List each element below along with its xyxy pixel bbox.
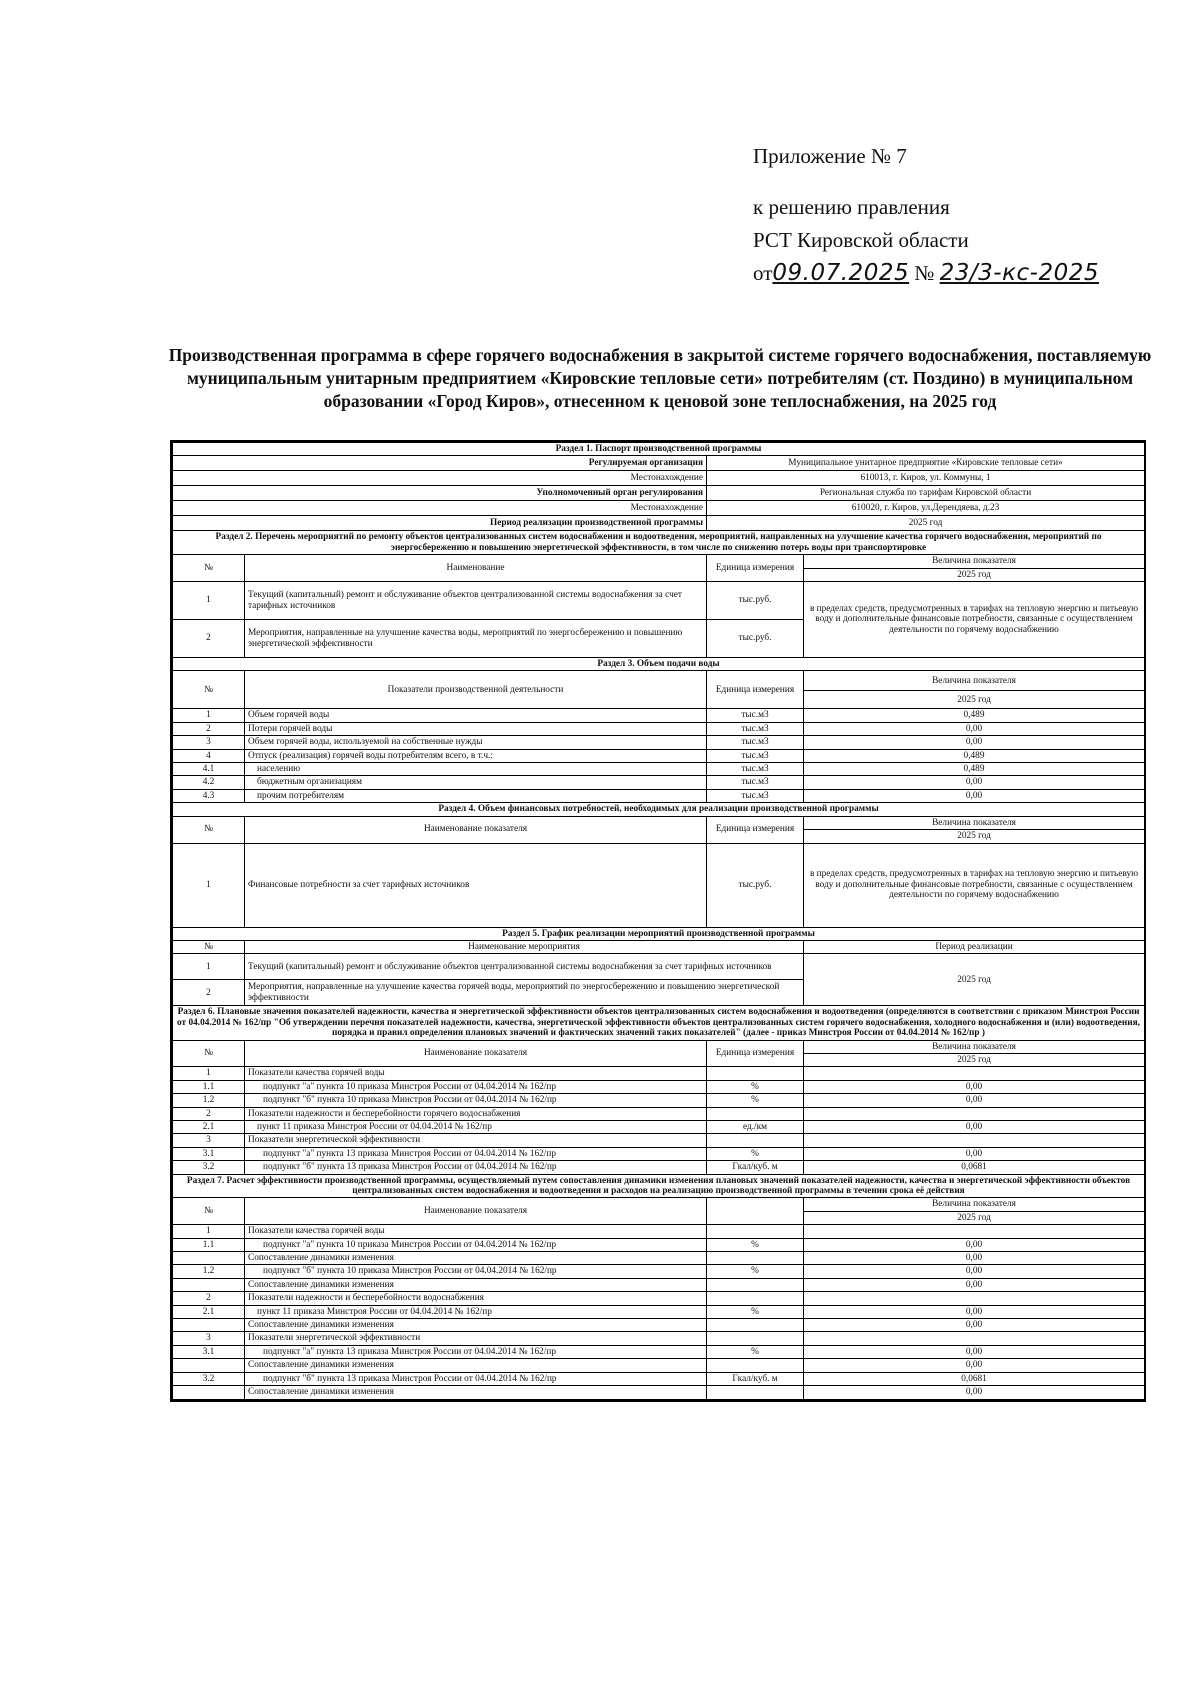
table-cell: тыс.м3 (707, 789, 804, 802)
appendix-label: Приложение № 7 (753, 144, 907, 168)
table-row (173, 843, 1145, 927)
table-cell: 2.1 (173, 1120, 245, 1133)
table-cell: Показатели производственной деятельности (245, 671, 707, 709)
table-cell: 0,489 (804, 763, 1145, 776)
table-cell: 2025 год (804, 1211, 1145, 1224)
table-row (173, 1292, 1145, 1305)
table-cell: 4.2 (173, 776, 245, 789)
table-cell: 1.2 (173, 1265, 245, 1278)
header-row (173, 1040, 1145, 1053)
handwritten-number: 23/3-кс-2025 (939, 260, 1099, 286)
table-cell: Показатели качества горячей воды (245, 1225, 707, 1238)
section-3-title: Раздел 3. Объем подачи воды (173, 658, 1145, 671)
table-cell: 2025 год (804, 1053, 1145, 1066)
passport-row (173, 516, 1145, 531)
table-row (173, 1265, 1145, 1278)
table-cell: Показатели надежности и бесперебойности горячего водоснабжения (245, 1107, 707, 1120)
table-cell: № (173, 555, 245, 582)
table-cell: 0,00 (804, 789, 1145, 802)
table-cell: подпункт "а" пункта 13 приказа Минстроя России от 04.04.2014 № 162/пр (245, 1147, 707, 1160)
table-cell: 0,00 (804, 1278, 1145, 1291)
table-cell: 0,489 (804, 709, 1145, 722)
table-cell: 0,00 (804, 776, 1145, 789)
table-cell (173, 1278, 245, 1291)
table-cell: Гкал/куб. м (707, 1161, 804, 1174)
table-cell: 4 (173, 749, 245, 762)
table-cell: Сопоставление динамики изменения (245, 1359, 707, 1372)
table-cell: Объем горячей воды, используемой на собственные нужды (245, 736, 707, 749)
table-cell: 3 (173, 1332, 245, 1345)
table-cell: 0,489 (804, 749, 1145, 762)
header-row (173, 816, 1145, 829)
table-cell: тыс.м3 (707, 709, 804, 722)
table-cell: 2 (173, 722, 245, 735)
table-cell: Мероприятия, направленные на улучшение качества воды, мероприятий по энергосбережению и повышению энергетической эффективности (245, 620, 707, 658)
table-cell: пункт 11 приказа Минстроя России от 04.04.2014 № 162/пр (245, 1120, 707, 1133)
section-title-row (173, 531, 1145, 555)
table-cell: подпункт "а" пункта 13 приказа Минстроя России от 04.04.2014 № 162/пр (245, 1345, 707, 1358)
table-cell: 0,00 (804, 1147, 1145, 1160)
section-title-row (173, 1006, 1145, 1040)
section-title-row (173, 803, 1145, 816)
table-cell: 1 (173, 1225, 245, 1238)
page-title: Производственная программа в сфере горячего водоснабжения в закрытой системе горячего водоснабжения, поставляемую муниципальным унитарным предприятием «Кировские тепловые сети» потребителям (ст. Поздино) в муниципальном образовании «Город Киров», отнесенном к ценовой зоне теплоснабжения, на 2025 год (168, 345, 1152, 411)
section-7-title: Раздел 7. Расчет эффективности производственной программы, осуществляемый путем сопоставления динамики изменения плановых значений показателей надежности, качества и энергетической эффективности объектов централизованных систем водоснабжения и водоотведения и расходов на реализацию производственной программы в течении срока её действия (173, 1174, 1145, 1198)
document-header (753, 140, 1099, 290)
table-row (173, 1225, 1145, 1238)
program-table (170, 440, 1146, 1402)
table-cell: Единица измерения (707, 816, 804, 843)
table-cell: Отпуск (реализация) горячей воды потребителям всего, в т.ч.: (245, 749, 707, 762)
table-row (173, 789, 1145, 802)
table-cell: тыс.руб. (707, 582, 804, 620)
table-cell: Текущий (капитальный) ремонт и обслуживание объектов централизованной системы водоснабжения за счет тарифных источников (245, 954, 804, 980)
section-1-title: Раздел 1. Паспорт производственной программы (173, 443, 1145, 456)
table-cell: Единица измерения (707, 1040, 804, 1067)
table-cell: 2025 год (804, 830, 1145, 843)
passport-value: 610013, г. Киров, ул. Коммуны, 1 (707, 471, 1145, 486)
table-cell: 0,00 (804, 1265, 1145, 1278)
passport-value: Региональная служба по тарифам Кировской области (707, 486, 1145, 501)
table-row (173, 582, 1145, 620)
table-cell (707, 1386, 804, 1399)
table-cell: Величина показателя (804, 555, 1145, 568)
table-cell: Сопоставление динамики изменения (245, 1319, 707, 1332)
table-cell: 0,00 (804, 1319, 1145, 1332)
table-cell: Величина показателя (804, 816, 1145, 829)
table-cell (707, 1134, 804, 1147)
header-row (173, 1198, 1145, 1211)
period-cell: 2025 год (804, 954, 1145, 1006)
header-row (173, 555, 1145, 568)
table-cell: тыс.руб. (707, 843, 804, 927)
table-cell (707, 1319, 804, 1332)
table-cell (173, 1252, 245, 1265)
section-4-title: Раздел 4. Объем финансовых потребностей, необходимых для реализации производственной программы (173, 803, 1145, 816)
table-cell: 4.1 (173, 763, 245, 776)
table-cell: % (707, 1094, 804, 1107)
table-cell: Сопоставление динамики изменения (245, 1252, 707, 1265)
table-cell: 3.2 (173, 1161, 245, 1174)
passport-label: Местонахождение (173, 501, 707, 516)
table-row (173, 1134, 1145, 1147)
table-cell: 0,00 (804, 736, 1145, 749)
table-cell: 3.2 (173, 1372, 245, 1385)
table-cell: тыс.м3 (707, 749, 804, 762)
table-cell: 2 (173, 1292, 245, 1305)
table-cell (804, 1134, 1145, 1147)
table-cell: 1 (173, 582, 245, 620)
table-cell: % (707, 1147, 804, 1160)
table-cell: № (173, 1198, 245, 1225)
table-row (173, 1345, 1145, 1358)
table-cell: 1.1 (173, 1238, 245, 1251)
table-cell (707, 1067, 804, 1080)
table-cell: населению (245, 763, 707, 776)
table-cell: 0,00 (804, 1080, 1145, 1093)
table-cell: % (707, 1305, 804, 1318)
table-cell: Единица измерения (707, 555, 804, 582)
table-cell: 2 (173, 980, 245, 1006)
merged-value-cell: в пределах средств, предусмотренных в тарифах на тепловую энергию и питьевую воду и дополнительные финансовые потребности, связанные с осуществлением деятельности по горячему водоснабжению (804, 582, 1145, 658)
table-cell: № (173, 940, 245, 953)
table-cell: Показатели энергетической эффективности (245, 1134, 707, 1147)
table-cell: Финансовые потребности за счет тарифных источников (245, 843, 707, 927)
table-row (173, 722, 1145, 735)
table-cell: Наименование показателя (245, 1040, 707, 1067)
table-cell: % (707, 1265, 804, 1278)
table-cell (707, 1252, 804, 1265)
table-cell: 1 (173, 1067, 245, 1080)
table-cell: 1 (173, 843, 245, 927)
header-row (173, 940, 1145, 953)
table-cell: % (707, 1238, 804, 1251)
header-row (173, 671, 1145, 691)
section-2-title: Раздел 2. Перечень мероприятий по ремонту объектов централизованных систем водоснабжения и водоотведения, мероприятий, направленных на улучшение качества горячего водоснабжения, мероприятий по энергосбережению и повышению энергетической эффективности, в том числе по снижению потерь воды при транспортировке (173, 531, 1145, 555)
table-row (173, 1386, 1145, 1399)
table-cell: 2025 год (804, 568, 1145, 581)
table-row (173, 749, 1145, 762)
table-cell: 0,00 (804, 1359, 1145, 1372)
table-cell: Мероприятия, направленные на улучшение качества горячей воды, мероприятий по энергосбережению и повышению энергетической эффективности (245, 980, 804, 1006)
table-row (173, 1067, 1145, 1080)
table-cell (707, 1278, 804, 1291)
table-cell: Наименование показателя (245, 816, 707, 843)
table-row (173, 1147, 1145, 1160)
table-cell: подпункт "б" пункта 13 приказа Минстроя России от 04.04.2014 № 162/пр (245, 1161, 707, 1174)
table-row (173, 1305, 1145, 1318)
table-cell: 1 (173, 954, 245, 980)
table-cell (707, 1198, 804, 1225)
table-row (173, 1107, 1145, 1120)
table-row (173, 1161, 1145, 1174)
passport-label: Местонахождение (173, 471, 707, 486)
passport-value: Муниципальное унитарное предприятие «Кировские тепловые сети» (707, 456, 1145, 471)
table-cell (707, 1107, 804, 1120)
table-cell: подпункт "а" пункта 10 приказа Минстроя России от 04.04.2014 № 162/пр (245, 1080, 707, 1093)
table-cell: 4.3 (173, 789, 245, 802)
table-cell (707, 1292, 804, 1305)
table-cell: 0,00 (804, 1386, 1145, 1399)
passport-value: 2025 год (707, 516, 1145, 531)
table-cell: 0,00 (804, 1345, 1145, 1358)
section-title-row (173, 658, 1145, 671)
section-5-title: Раздел 5. График реализации мероприятий производственной программы (173, 927, 1145, 940)
table-cell: 2 (173, 620, 245, 658)
table-cell: 3 (173, 736, 245, 749)
passport-row (173, 486, 1145, 501)
table-cell: 1 (173, 709, 245, 722)
table-cell: № (173, 671, 245, 709)
table-cell: 3 (173, 1134, 245, 1147)
table-cell: в пределах средств, предусмотренных в тарифах на тепловую энергию и питьевую воду и дополнительные финансовые потребности, связанные с осуществлением деятельности по горячему водоснабжению (804, 843, 1145, 927)
table-cell: ед./км (707, 1120, 804, 1133)
table-cell (707, 1359, 804, 1372)
table-cell: 2.1 (173, 1305, 245, 1318)
table-cell (804, 1292, 1145, 1305)
table-cell (804, 1332, 1145, 1345)
table-row (173, 1332, 1145, 1345)
table-row (173, 1252, 1145, 1265)
table-cell: подпункт "б" пункта 10 приказа Минстроя России от 04.04.2014 № 162/пр (245, 1094, 707, 1107)
table-row (173, 763, 1145, 776)
table-cell: Наименование мероприятия (245, 940, 804, 953)
table-cell: % (707, 1080, 804, 1093)
table-row (173, 1238, 1145, 1251)
table-cell: Потери горячей воды (245, 722, 707, 735)
table-cell: Показатели качества горячей воды (245, 1067, 707, 1080)
table-row (173, 1372, 1145, 1385)
table-cell: 0,00 (804, 1120, 1145, 1133)
table-cell: Период реализации (804, 940, 1145, 953)
table-row (173, 1080, 1145, 1093)
table-cell (173, 1386, 245, 1399)
table-cell: Наименование (245, 555, 707, 582)
table-cell: тыс.м3 (707, 736, 804, 749)
passport-value: 610020, г. Киров, ул.Дерендяева, д.23 (707, 501, 1145, 516)
table-row (173, 1278, 1145, 1291)
table-row (173, 1094, 1145, 1107)
passport-row (173, 471, 1145, 486)
table-row (173, 1319, 1145, 1332)
table-cell: 1.1 (173, 1080, 245, 1093)
table-cell (804, 1067, 1145, 1080)
passport-label: Уполномоченный орган регулирования (173, 486, 707, 501)
table-cell: прочим потребителям (245, 789, 707, 802)
table-row (173, 709, 1145, 722)
table-cell: 3.1 (173, 1147, 245, 1160)
table-cell: Величина показателя (804, 1040, 1145, 1053)
table-cell: 0,00 (804, 722, 1145, 735)
table-cell: 2 (173, 1107, 245, 1120)
table-cell: Сопоставление динамики изменения (245, 1386, 707, 1399)
table-cell: Текущий (капитальный) ремонт и обслуживание объектов централизованной системы водоснабжения за счет тарифных источников (245, 582, 707, 620)
passport-row (173, 456, 1145, 471)
table-cell: тыс.м3 (707, 763, 804, 776)
table-cell: подпункт "б" пункта 10 приказа Минстроя России от 04.04.2014 № 162/пр (245, 1265, 707, 1278)
table-cell: 3.1 (173, 1345, 245, 1358)
table-row (173, 954, 1145, 980)
table-cell: Величина показателя (804, 1198, 1145, 1211)
table-cell: подпункт "б" пункта 13 приказа Минстроя России от 04.04.2014 № 162/пр (245, 1372, 707, 1385)
table-cell: тыс.м3 (707, 776, 804, 789)
table-cell: Единица измерения (707, 671, 804, 709)
table-cell: Наименование показателя (245, 1198, 707, 1225)
table-cell (173, 1319, 245, 1332)
table-cell: пункт 11 приказа Минстроя России от 04.04.2014 № 162/пр (245, 1305, 707, 1318)
table-cell (173, 1359, 245, 1372)
table-row (173, 776, 1145, 789)
table-cell: Показатели надежности и бесперебойности водоснабжения (245, 1292, 707, 1305)
decision-line: к решению правления (753, 195, 950, 219)
table-cell: 2025 год (804, 691, 1145, 709)
passport-label: Период реализации производственной программы (173, 516, 707, 531)
section-6-title: Раздел 6. Плановые значения показателей надежности, качества и энергетической эффективности объектов централизованных систем водоснабжения и водоотведения (определяются в соответствии с приказом Минстроя России от 04.04.2014 № 162/пр "Об утверждении перечня показателей надежности, качества, энергетической эффективности объектов централизованных систем горячего водоснабжения, холодного водоснабжения и (или) водоотведения, порядка и правил определения плановых значений и фактических значений таких показателей" (далее - приказ Минстроя России от 04.04.2014 № 162/пр ) (173, 1006, 1145, 1040)
table-cell: Объем горячей воды (245, 709, 707, 722)
authority-line: РСТ Кировской области (753, 228, 969, 252)
table-row (173, 1120, 1145, 1133)
passport-row (173, 501, 1145, 516)
table-cell (707, 1332, 804, 1345)
section-title-row (173, 927, 1145, 940)
table-cell: 0,00 (804, 1094, 1145, 1107)
passport-label: Регулируемая организация (173, 456, 707, 471)
table-row (173, 736, 1145, 749)
table-cell: бюджетным организациям (245, 776, 707, 789)
table-cell: 0,00 (804, 1238, 1145, 1251)
table-row (173, 1359, 1145, 1372)
table-cell: Сопоставление динамики изменения (245, 1278, 707, 1291)
table-cell: Величина показателя (804, 671, 1145, 691)
handwritten-date: 09.07.2025 (772, 260, 910, 286)
section-title-row (173, 443, 1145, 456)
table-cell: 0,00 (804, 1252, 1145, 1265)
table-cell: тыс.м3 (707, 722, 804, 735)
table-cell: подпункт "а" пункта 10 приказа Минстроя России от 04.04.2014 № 162/пр (245, 1238, 707, 1251)
table-cell: 1.2 (173, 1094, 245, 1107)
table-cell (707, 1225, 804, 1238)
table-cell: % (707, 1345, 804, 1358)
section-title-row (173, 1174, 1145, 1198)
date-number-line: от09.07.2025 № 23/3-кс-2025 (753, 260, 1099, 286)
table-cell: тыс.руб. (707, 620, 804, 658)
table-cell: Показатели энергетической эффективности (245, 1332, 707, 1345)
table-cell: 0,0681 (804, 1161, 1145, 1174)
table-cell: № (173, 1040, 245, 1067)
table-cell (804, 1107, 1145, 1120)
table-cell: 0,0681 (804, 1372, 1145, 1385)
table-cell (804, 1225, 1145, 1238)
table-cell: 0,00 (804, 1305, 1145, 1318)
table-cell: Гкал/куб. м (707, 1372, 804, 1385)
table-cell: № (173, 816, 245, 843)
